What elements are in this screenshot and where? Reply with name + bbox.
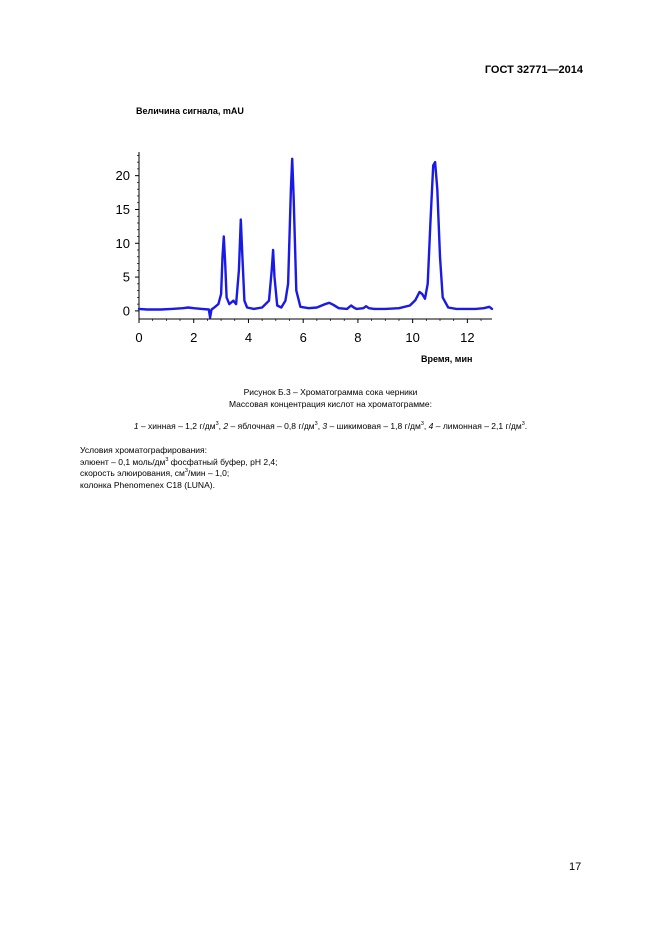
legend-text-2: – яблочная – 0,8 г/дм [228, 421, 315, 431]
conditions-speed: скорость элюирования, $см^3$/мин – 1,0; [80, 468, 230, 478]
conditions-title: Условия хроматографирования: [80, 445, 208, 455]
x-axis-label: Время, мин [421, 354, 473, 364]
y-tick-label: 15 [115, 201, 130, 217]
figure-caption: Рисунок Б.3 – Хроматограмма сока черники [243, 387, 418, 397]
standard-header: ГОСТ 32771—2014 [484, 64, 583, 76]
peak-legend: 1 – хинная – 1,2 $г/дм^3$, 2 – яблочная – 0,8 $г/дм^3$, 3 – шикимовая – 1,8 $г/дм^3$, 4 – лимонная – 2,1 $г/дм^3$. [133, 421, 528, 431]
y-tick-label: 0 [122, 303, 130, 319]
legend-text-3: – шикимовая – 1,8 г/дм [327, 421, 421, 431]
figure-caption-subtitle: Массовая концентрация кислот на хроматограмме: [229, 399, 432, 409]
x-tick-label: 2 [190, 330, 198, 345]
legend-text-1: – хинная – 1,2 г/дм [138, 421, 216, 431]
chromatography-conditions [80, 445, 278, 491]
y-tick-label: 10 [115, 235, 130, 251]
x-tick-label: 10 [405, 330, 420, 345]
chromatogram-chart [0, 0, 661, 380]
y-axis-label: Величина сигнала, mAU [136, 106, 244, 116]
x-tick-label: 8 [354, 330, 362, 345]
legend-number-4: 4 [428, 421, 434, 431]
x-tick-label: 0 [135, 330, 143, 345]
conditions-column: колонка Phenomenex C18 (LUNA). [80, 479, 215, 490]
legend-exp-4: 3 [521, 421, 525, 427]
legend-text-4: – лимонная – 2,1 г/дм [433, 421, 522, 431]
y-tick-label: 5 [122, 269, 130, 285]
chart-marks [139, 159, 492, 318]
legend-number-2: 2 [223, 421, 229, 431]
legend-exp-3: 3 [420, 421, 424, 427]
y-tick-label: 20 [115, 168, 130, 184]
page-number: 17 [569, 861, 582, 873]
conditions-eluent: элюент – 0,1 моль/$дм^3$ фосфатный буфер, pH 2,4; [80, 456, 278, 467]
series-line [139, 159, 492, 318]
legend-exp-1: 3 [215, 421, 219, 427]
x-tick-label: 6 [299, 330, 307, 345]
x-tick-label: 12 [460, 330, 475, 345]
legend-number-3: 3 [322, 421, 328, 431]
legend-number-1: 1 [133, 421, 139, 431]
x-tick-label: 4 [244, 330, 253, 345]
legend-exp-2: 3 [314, 421, 318, 427]
